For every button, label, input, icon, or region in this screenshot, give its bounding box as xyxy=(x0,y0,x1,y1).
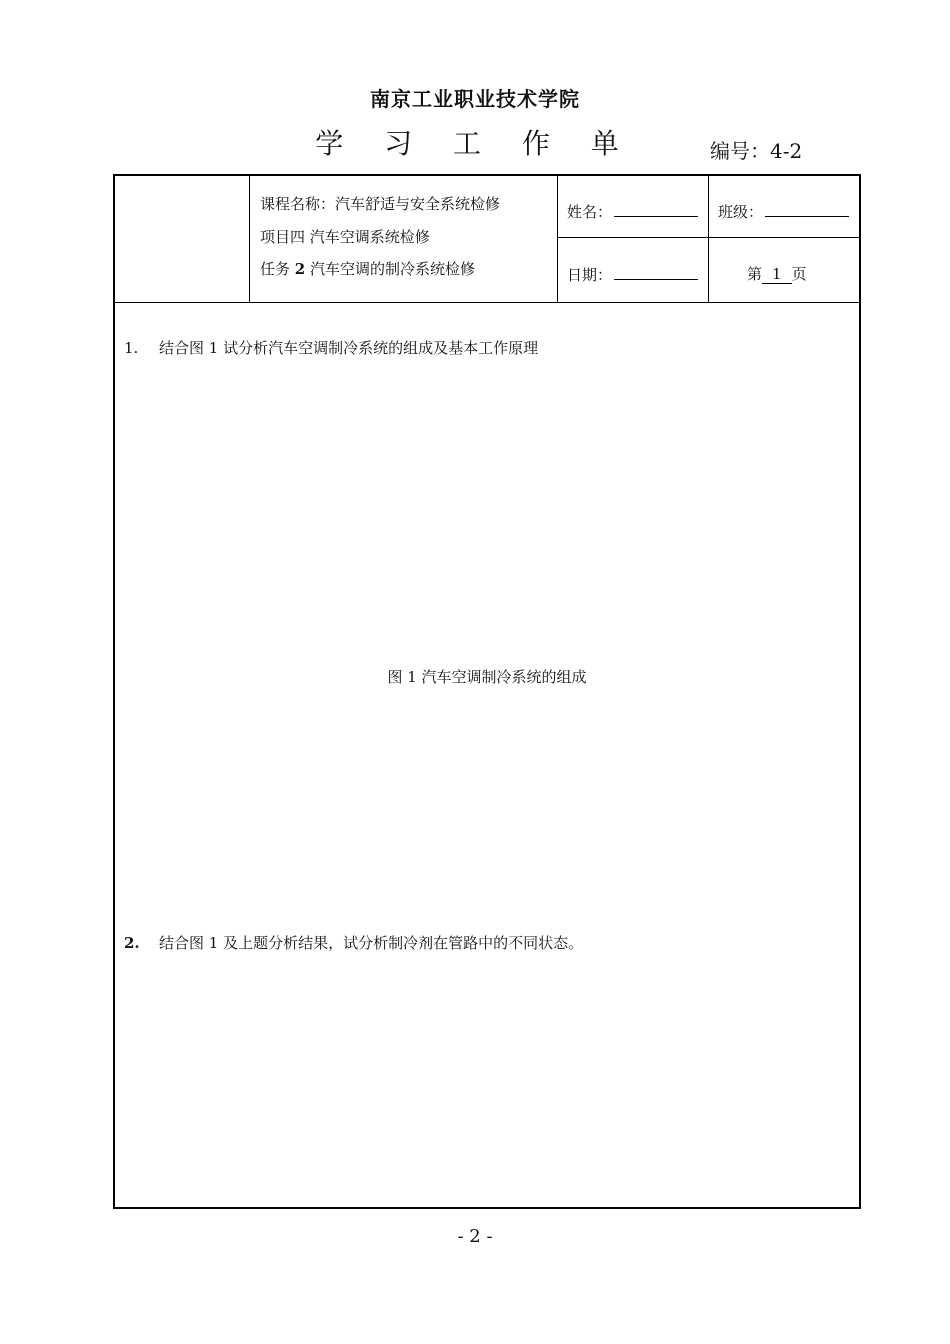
divider xyxy=(557,237,859,238)
name-field xyxy=(567,200,698,222)
page-suffix: 页 xyxy=(791,265,807,283)
divider xyxy=(115,302,859,303)
worksheet-table xyxy=(113,174,861,1209)
task-number: 2 xyxy=(294,260,306,278)
question-1 xyxy=(124,337,538,358)
question-number: 1. xyxy=(124,339,139,357)
school-name: 南京工业职业技术学院 xyxy=(370,87,580,111)
class-label: 班级： xyxy=(718,203,764,221)
page-footer: - 2 - xyxy=(457,1226,493,1247)
question-2 xyxy=(124,932,583,953)
page-number: 1 xyxy=(762,265,792,284)
divider xyxy=(708,176,709,302)
task-prefix: 任务 xyxy=(260,260,291,278)
date-blank[interactable] xyxy=(614,263,698,280)
page-field xyxy=(747,263,807,284)
figure-caption: 图 1 汽车空调制冷系统的组成 xyxy=(387,668,587,686)
date-label: 日期： xyxy=(567,266,613,284)
divider xyxy=(557,176,558,302)
divider xyxy=(249,176,250,302)
class-field xyxy=(718,200,849,222)
name-label: 姓名： xyxy=(567,203,613,221)
document-title: 学 习 工 作 单 xyxy=(315,127,635,160)
course-name: 课程名称：汽车舒适与安全系统检修 xyxy=(260,195,501,213)
question-text: 结合图 1 试分析汽车空调制冷系统的组成及基本工作原理 xyxy=(159,339,539,357)
document-number: 编号：4-2 xyxy=(710,139,803,163)
date-field xyxy=(567,263,698,285)
project-name: 项目四 汽车空调系统检修 xyxy=(260,228,430,246)
class-blank[interactable] xyxy=(765,200,849,217)
question-text: 结合图 1 及上题分析结果，试分析制冷剂在管路中的不同状态。 xyxy=(159,934,584,952)
question-number: 2. xyxy=(124,934,140,952)
page-prefix: 第 xyxy=(747,265,763,283)
name-blank[interactable] xyxy=(614,200,698,217)
task-title: 汽车空调的制冷系统检修 xyxy=(310,260,476,278)
task-name xyxy=(260,258,475,279)
